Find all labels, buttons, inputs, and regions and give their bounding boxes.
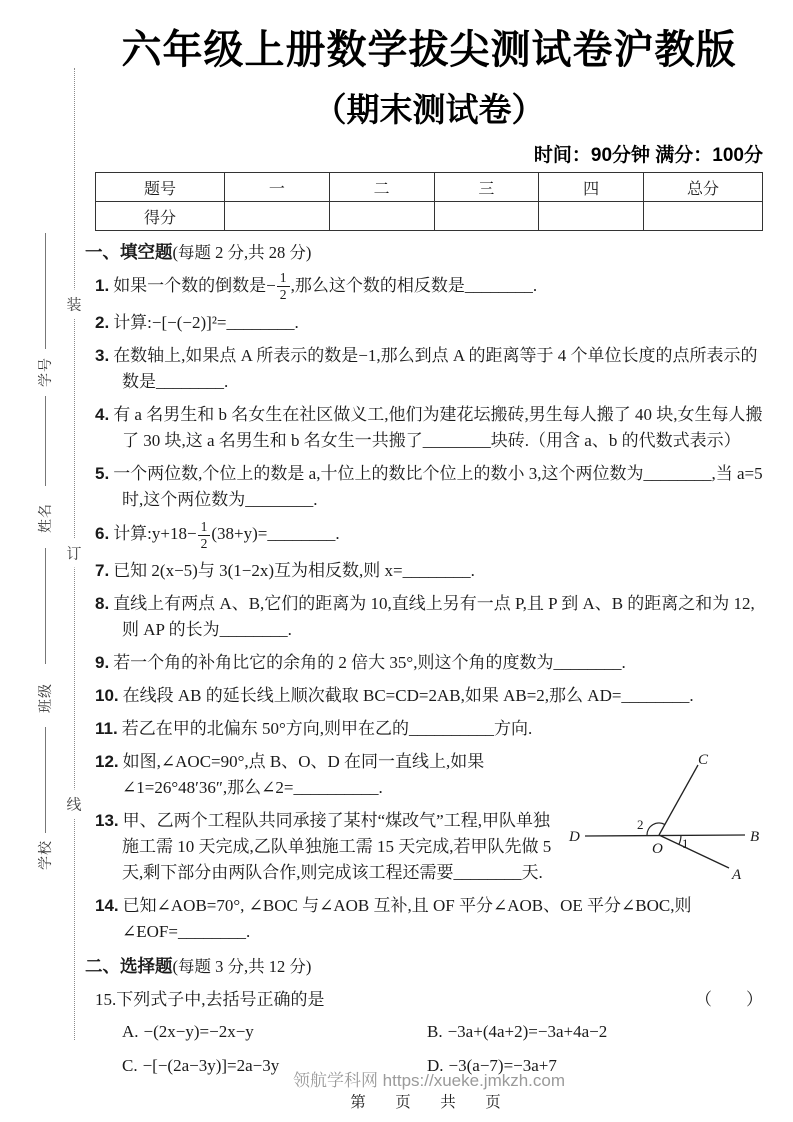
score-table-empty-cell [225,202,330,231]
fold-char-xian: 线 [66,790,81,819]
angle-1-arc [679,835,681,844]
score-table [95,172,763,231]
point-label-o: O [652,841,663,858]
point-label-d: D [569,829,580,846]
section-1-note: (每题 2 分,共 28 分) [172,243,312,262]
fold-char-zhuang: 装 [66,290,81,319]
question-14: 14. 已知∠AOB=70°, ∠BOC 与∠AOB 互补,且 OF 平分∠AOB、OE 平分∠BOC,则∠EOF=________. [95,896,692,942]
question-4: 4. 有 a 名男生和 b 名女生在社区做义工,他们为建花坛搬砖,男生每人搬了 40 块,女生每人搬了 30 块,这 a 名男生和 b 名女生一共搬了________块砖.（用含 a、b 的代数式表示） [95,404,763,450]
paper-content [85,24,763,1078]
binding-blank-line [45,727,46,833]
section-1-title: 一、填空题 [85,242,173,262]
section-2-note: (每题 3 分,共 12 分) [172,957,312,977]
option-c: C. −[−(2a−3y)]=2a−3y [122,1056,280,1076]
score-table-cell: 一 [225,173,330,202]
section-1-heading [85,239,763,264]
score-table-empty-cell [644,202,763,231]
question-15: 15.下列式子中,去括号正确的是 （ ） [95,987,763,1013]
question-12: 12. 如图,∠AOC=90°,点 B、O、D 在同一直线上,如果∠1=26°48′36″,那么∠2=__________. [95,752,485,798]
question-10: 10. 在线段 AB 的延长线上顺次截取 BC=CD=2AB,如果 AB=2,那么 AD=________. [95,686,694,706]
point-label-c: C [698,752,709,769]
section-2-title: 二、选择题 [85,956,173,977]
watermark-link: 领航学科网 https://xueke.jmkzh.com [292,1071,566,1090]
score-table-cell: 二 [329,173,434,202]
option-b: B. −3a+(4a+2)=−3a+4a−2 [427,1022,608,1042]
section-2-heading [85,953,763,978]
paper-title: 六年级上册数学拔尖测试卷沪教版 [121,28,737,72]
option-a: A. −(2x−y)=−2x−y [122,1022,254,1042]
fold-char-ding: 订 [66,539,81,568]
question-3: 3. 在数轴上,如果点 A 所表示的数是−1,那么到点 A 的距离等于 4 个单位长度的点所表示的数是________. [95,345,758,391]
name-label: 姓名 [39,503,54,533]
question-11: 11. 若乙在甲的北偏东 50°方向,则甲在乙的__________方向. [95,719,533,739]
score-table-cell: 总分 [644,173,763,202]
score-table-header-row [96,173,763,202]
point-label-b: B [750,829,760,846]
point-label-a: A [732,867,742,884]
angle-geometry-figure [567,751,763,889]
option-d: D. −3(a−7)=−3a+7 [427,1056,557,1076]
score-table-empty-cell [434,202,539,231]
time-score-info: 时间：90分钟 满分：100分 [533,145,763,166]
class-label: 班级 [39,683,54,713]
question-13: 13. 甲、乙两个工程队共同承接了某村“煤改气”工程,甲队单独施工需 10 天完成,乙队单独施工需 15 天完成,若甲队先做 5 天,剩下部分由两队合作,则完成该工程还需要________天. [95,811,552,883]
score-table-score-row [96,202,763,231]
score-table-cell: 四 [539,173,644,202]
school-label: 学校 [39,840,54,870]
binding-blank-line [45,233,46,349]
paper-subtitle: （期末测试卷） [313,91,545,128]
binding-blank-line [45,548,46,664]
question-5: 5. 一个两位数,个位上的数是 a,十位上的数比个位上的数小 3,这个两位数为________,当 a=5 时,这个两位数为________. [95,463,763,509]
angle-1-label: 1 [682,836,689,852]
page-number-line: 第 页 共 页 [350,1094,508,1111]
score-table-cell: 得分 [96,202,225,231]
score-table-empty-cell [539,202,644,231]
question-9: 9. 若一个角的补角比它的余角的 2 倍大 35°,则这个角的度数为________. [95,653,626,673]
question-6: 6. 计算:y+18− $\frac{1}{2}$ (38+y)=________. [95,518,340,551]
score-table-cell: 题号 [96,173,225,202]
question-2: 2. 计算:−[−(−2)]²=________. [95,312,299,332]
score-table-empty-cell [329,202,434,231]
answer-bracket: （ ） [695,990,763,1010]
question-1: 1. 如果一个数的倒数是− $\frac{1}{2}$ ,那么这个数的相反数是________. [95,270,538,303]
score-table-cell: 三 [434,173,539,202]
question-7: 7. 已知 2(x−5)与 3(1−2x)互为相反数,则 x=________. [95,561,475,581]
student-id-label: 学号 [39,357,54,387]
question-8: 8. 直线上有两点 A、B,它们的距离为 10,直线上另有一点 P,且 P 到 A、B 的距离之和为 12,则 AP 的长为________. [95,594,755,640]
question-12-14-block [95,749,763,945]
binding-blank-line [45,396,46,486]
angle-2-label: 2 [637,817,644,833]
